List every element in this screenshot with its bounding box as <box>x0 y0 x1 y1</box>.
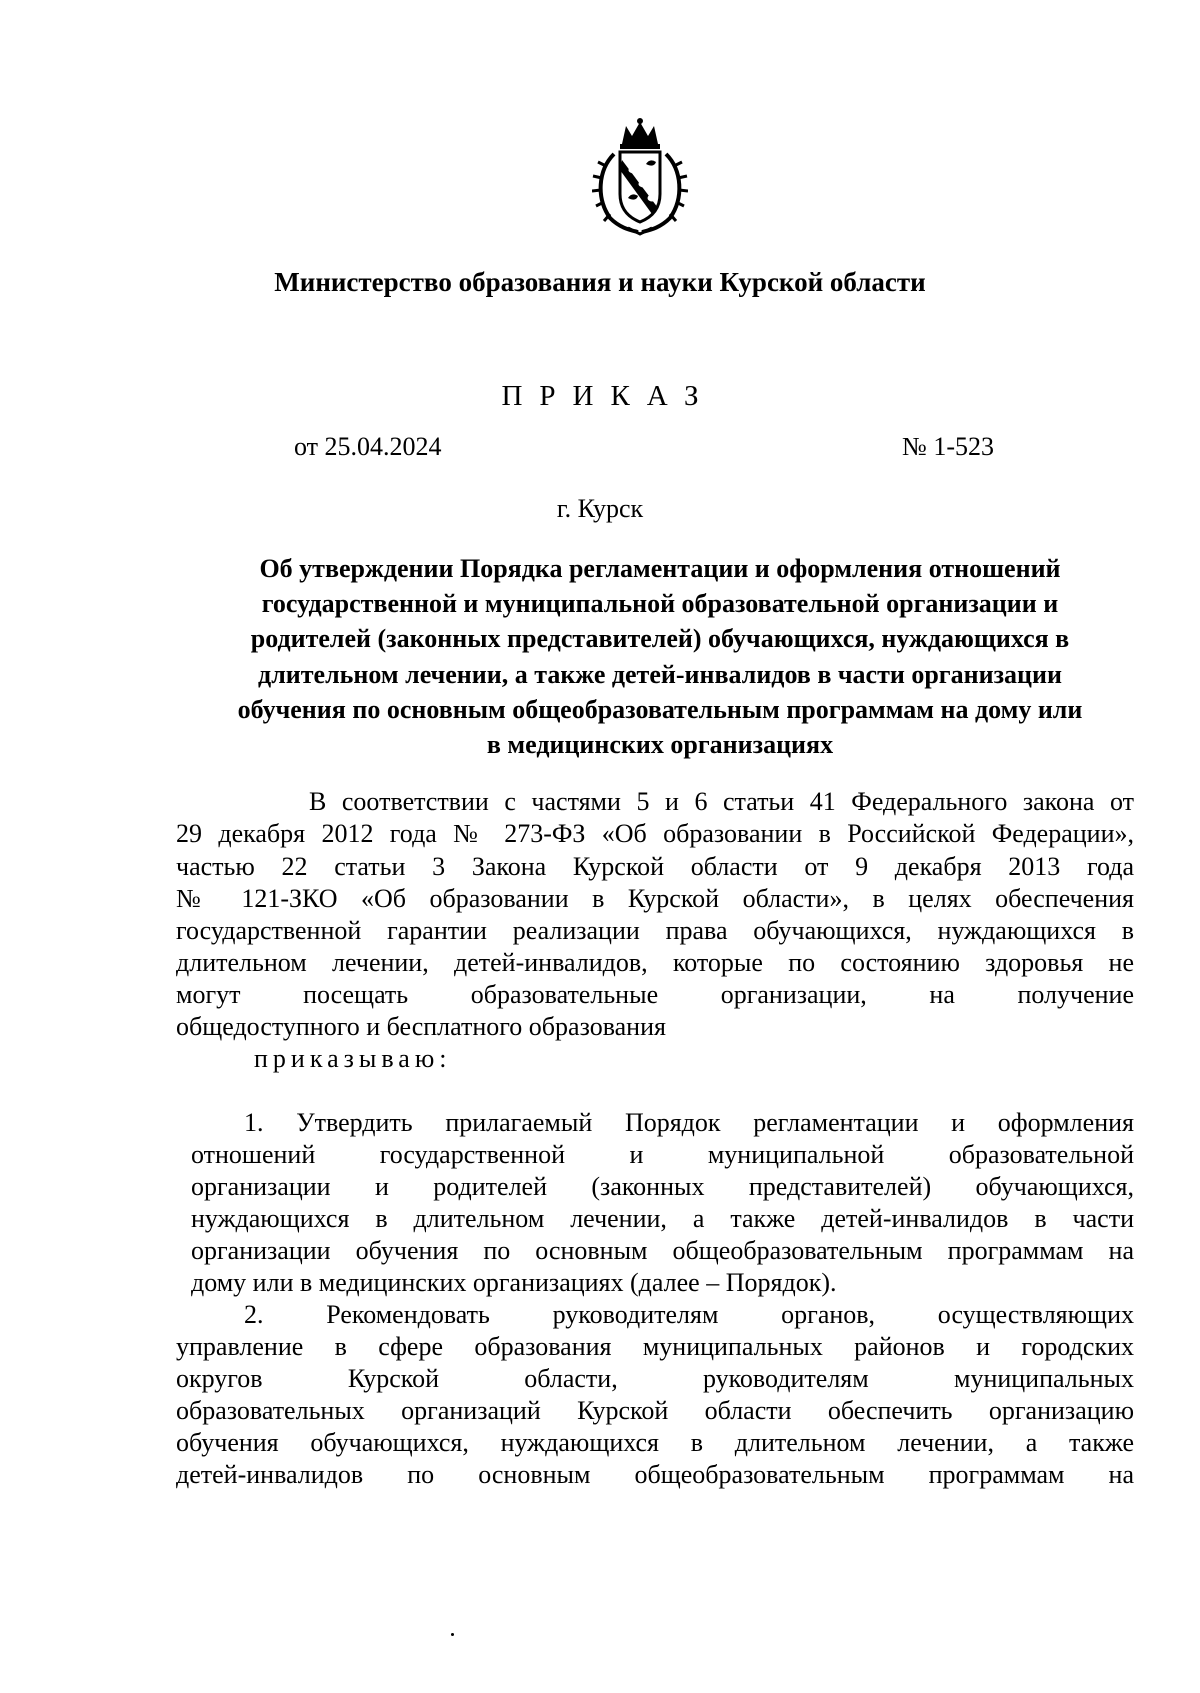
order-number: № 1-523 <box>902 432 994 461</box>
order-date: от 25.04.2024 <box>294 432 442 461</box>
item-2-line: управление в сфере образования муниципальных районов и городских <box>176 1332 1134 1361</box>
preamble-line: В соответствии с частями 5 и 6 статьи 41 Федерального закона от <box>309 787 1134 816</box>
item-2-line: образовательных организаций Курской области обеспечить организацию <box>176 1396 1134 1425</box>
item-1-line: организации и родителей (законных представителей) обучающихся, <box>191 1172 1134 1201</box>
item-2-line: детей-инвалидов по основным общеобразовательным программам на <box>176 1460 1134 1489</box>
item-1-line: 1. Утвердить прилагаемый Порядок регламентации и оформления <box>244 1108 1134 1137</box>
document-type: ПРИКАЗ <box>501 380 716 412</box>
ministry-name: Министерство образования и науки Курской области <box>274 267 926 297</box>
item-1-line: организации обучения по основным общеобразовательным программам на <box>191 1236 1134 1265</box>
preamble-line: № 121-ЗКО «Об образовании в Курской области», в целях обеспечения <box>176 884 1134 913</box>
order-title <box>180 551 1140 762</box>
preamble-line: могут посещать образовательные организации, на получение <box>176 980 1134 1009</box>
item-2-line: 2. Рекомендовать руководителям органов, осуществляющих <box>244 1300 1134 1329</box>
preamble-line: частью 22 статьи 3 Закона Курской области от 9 декабря 2013 года <box>176 852 1134 881</box>
title-line: обучения по основным общеобразовательным программам на дому или <box>237 694 1083 724</box>
item-2-line: округов Курской области, руководителям муниципальных <box>176 1364 1134 1393</box>
preamble-line: 29 декабря 2012 года № 273-ФЗ «Об образовании в Российской Федерации», <box>176 819 1134 848</box>
item-1-line: дому или в медицинских организациях (далее – Порядок). <box>191 1268 837 1297</box>
order-city: г. Курск <box>556 494 644 523</box>
order-word: приказываю: <box>254 1044 452 1073</box>
title-line: государственной и муниципальной образовательной организации и <box>261 589 1059 619</box>
preamble-line: государственной гарантии реализации права обучающихся, нуждающихся в <box>176 916 1134 945</box>
title-line: в медицинских организациях <box>486 730 834 760</box>
scan-speck <box>451 1633 454 1636</box>
kursk-coat-of-arms-emblem <box>592 118 688 236</box>
preamble-line: длительном лечении, детей-инвалидов, которые по состоянию здоровья не <box>176 948 1134 977</box>
item-1-line: отношений государственной и муниципальной образовательной <box>191 1140 1134 1169</box>
title-line: Об утверждении Порядка регламентации и оформления отношений <box>259 554 1061 583</box>
title-line: родителей (законных представителей) обучающихся, нуждающихся в <box>250 624 1070 654</box>
title-line: длительном лечении, а также детей-инвалидов в части организации <box>258 659 1062 689</box>
item-1-line: нуждающихся в длительном лечении, а также детей-инвалидов в части <box>191 1204 1134 1233</box>
preamble-line: общедоступного и бесплатного образования <box>176 1012 666 1041</box>
item-2-line: обучения обучающихся, нуждающихся в длительном лечении, а также <box>176 1428 1134 1457</box>
